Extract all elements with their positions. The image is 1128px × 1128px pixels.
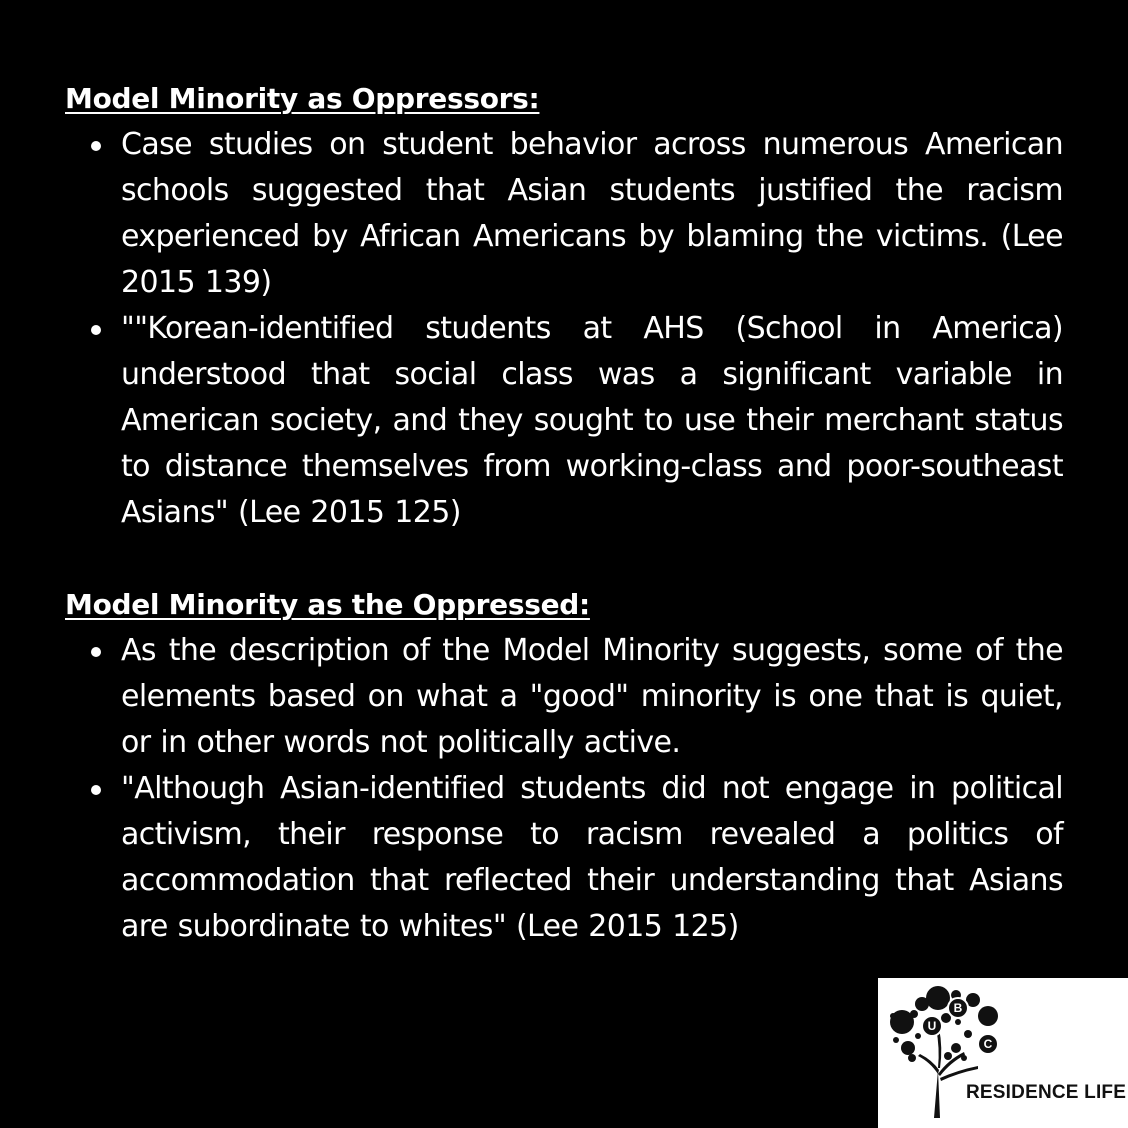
residence-life-logo [878,978,1128,1128]
bullet-icon [91,325,101,335]
logo-text: RESIDENCE LIFE [966,1082,1127,1103]
section-spacer [65,536,1063,582]
bullet-icon [91,647,101,657]
bullet-icon [91,785,101,795]
bullet-text: As the description of the Model Minority suggests, some of the elements based on what a "good" minority is one that is quiet, or in other words not politically active. [121,633,1063,760]
bullet-text: ""Korean-identified students at AHS (School in America) understood that social class was a significant variable in American society, and they sought to use their merchant status to distance themselves from working-class and poor-southeast Asians" (Lee 2015 125) [121,311,1063,530]
bullet-icon [91,141,101,151]
bullet-item [65,306,1063,536]
bullet-item [65,766,1063,950]
document-body [65,76,1063,950]
logo-letter-u: U [927,1019,937,1033]
bullet-list-oppressors [65,122,1063,536]
logo-letter-c: C [983,1037,993,1051]
bullet-list-oppressed [65,628,1063,950]
tree-icon [878,978,1128,1128]
logo-letter-b: B [953,1001,963,1015]
bullet-item [65,628,1063,766]
bullet-item [65,122,1063,306]
section-heading-oppressed: Model Minority as the Oppressed: [65,588,590,621]
section-heading-oppressors: Model Minority as Oppressors: [65,82,540,115]
bullet-text: Case studies on student behavior across numerous American schools suggested that Asian students justified the racism experienced by African Americans by blaming the victims. (Lee 2015 139) [121,127,1063,300]
bullet-text: "Although Asian-identified students did not engage in political activism, their response to racism revealed a politics of accommodation that reflected their understanding that Asians are subordinate to whites" (Lee 2015 125) [121,771,1063,944]
